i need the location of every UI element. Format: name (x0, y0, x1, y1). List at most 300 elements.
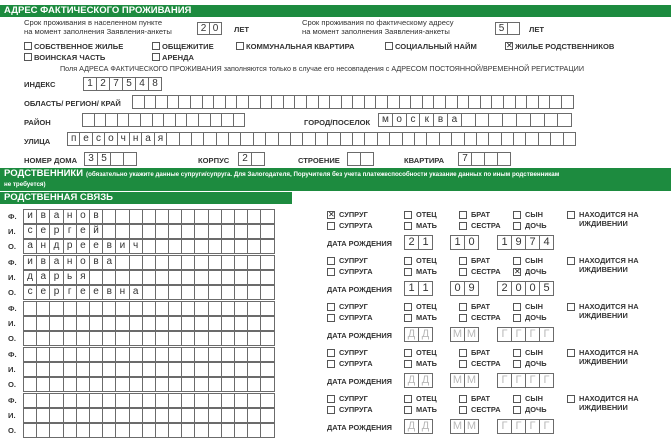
fio-f-field-cell[interactable]: н (63, 209, 77, 224)
street-field-cell[interactable]: я (154, 132, 167, 146)
flat-field-cell[interactable] (484, 152, 498, 166)
fio-f-field-cell[interactable] (23, 393, 37, 408)
fio-o-field-cell[interactable] (142, 423, 156, 438)
fio-o-field-cell[interactable] (221, 377, 235, 392)
fio-f-field-cell[interactable] (115, 347, 129, 362)
fio-i-field-cell[interactable] (221, 316, 235, 331)
birth-day-field-cell[interactable]: Д (404, 327, 419, 342)
fio-f-field-cell[interactable] (89, 347, 103, 362)
fio-i-field-cell[interactable] (194, 362, 208, 377)
fio-f-field-cell[interactable] (142, 301, 156, 316)
street-field-cell[interactable]: е (79, 132, 92, 146)
fio-o-field-cell[interactable]: г (63, 285, 77, 300)
fio-o-field-cell[interactable] (102, 377, 116, 392)
fio-i-field-cell[interactable] (208, 224, 222, 239)
birth-year-field-cell[interactable]: Г (497, 327, 512, 342)
stay-address-years-cell[interactable] (507, 22, 520, 35)
fio-f-field-cell[interactable]: в (89, 209, 103, 224)
relation-spouse-m-checkbox[interactable]: ✕ (328, 210, 335, 219)
fio-i-field-cell[interactable] (260, 316, 274, 331)
fio-f-field-cell[interactable] (260, 393, 274, 408)
fio-f-field-cell[interactable] (63, 393, 77, 408)
fio-o-field-cell[interactable] (221, 331, 235, 346)
fio-i-field-cell[interactable] (234, 316, 248, 331)
index-field-cell[interactable]: 7 (109, 77, 123, 91)
fio-i-field-cell[interactable] (247, 270, 261, 285)
fio-o-field-cell[interactable] (194, 239, 208, 254)
fio-i-field-cell[interactable]: е (36, 224, 50, 239)
fio-f-field-cell[interactable] (247, 255, 261, 270)
fio-f-field-cell[interactable] (142, 255, 156, 270)
fio-o-field-cell[interactable] (234, 285, 248, 300)
relation-son-checkbox[interactable] (513, 211, 521, 219)
fio-i-field-cell[interactable] (260, 408, 274, 423)
fio-f-field-cell[interactable] (221, 347, 235, 362)
fio-o-field-cell[interactable] (142, 331, 156, 346)
fio-f-field-cell[interactable] (155, 393, 169, 408)
birth-year-field-cell[interactable]: 0 (511, 281, 526, 296)
fio-o-field-cell[interactable] (115, 331, 129, 346)
fio-f-field-cell[interactable]: в (36, 255, 50, 270)
fio-f-field-cell[interactable] (102, 301, 116, 316)
fio-o-field-cell[interactable]: е (89, 239, 103, 254)
relation-spouse-m-checkbox[interactable] (327, 257, 335, 265)
fio-f-field-cell[interactable] (76, 393, 90, 408)
relation-son-checkbox[interactable] (513, 303, 521, 311)
district-field-cell[interactable] (233, 113, 246, 127)
fio-i-field-cell[interactable] (89, 408, 103, 423)
fio-f-field-cell[interactable]: и (23, 209, 37, 224)
fio-f-field-cell[interactable] (115, 301, 129, 316)
fio-f-field-cell[interactable]: и (23, 255, 37, 270)
fio-o-field-cell[interactable] (247, 377, 261, 392)
fio-f-field-cell[interactable] (102, 347, 116, 362)
street-field-cell[interactable] (228, 132, 241, 146)
birth-year-field-cell[interactable]: Г (539, 327, 554, 342)
fio-i-field-cell[interactable] (194, 224, 208, 239)
street-field-cell[interactable]: а (141, 132, 154, 146)
street-field-cell[interactable] (550, 132, 563, 146)
fio-f-field-cell[interactable]: а (49, 209, 63, 224)
fio-o-field-cell[interactable] (49, 331, 63, 346)
fio-o-field-cell[interactable] (102, 331, 116, 346)
fio-o-field-cell[interactable]: а (129, 285, 143, 300)
street-field-cell[interactable] (525, 132, 538, 146)
birth-year-field-cell[interactable]: Г (497, 373, 512, 388)
street-field-cell[interactable]: н (129, 132, 142, 146)
fio-f-field-cell[interactable] (89, 301, 103, 316)
region-field-cell[interactable] (561, 95, 574, 109)
street-field-cell[interactable] (240, 132, 253, 146)
street-field-cell[interactable] (265, 132, 278, 146)
relation-mother-checkbox[interactable] (404, 406, 412, 414)
fio-o-field-cell[interactable] (168, 423, 182, 438)
relation-sister-checkbox[interactable] (459, 360, 467, 368)
fio-o-field-cell[interactable] (260, 377, 274, 392)
fio-f-field-cell[interactable] (194, 301, 208, 316)
stay-city-years-cell[interactable]: 0 (209, 22, 222, 35)
flat-field-cell[interactable] (497, 152, 511, 166)
fio-i-field-cell[interactable] (102, 270, 116, 285)
fio-o-field-cell[interactable] (129, 377, 143, 392)
fio-o-field-cell[interactable] (260, 239, 274, 254)
relation-daughter-checkbox[interactable] (513, 314, 521, 322)
fio-i-field-cell[interactable] (23, 362, 37, 377)
fio-o-field-cell[interactable] (142, 239, 156, 254)
fio-o-field-cell[interactable]: ч (129, 239, 143, 254)
fio-f-field-cell[interactable] (208, 209, 222, 224)
relation-son-checkbox[interactable] (513, 349, 521, 357)
street-field-cell[interactable] (253, 132, 266, 146)
city-field-cell[interactable]: а (447, 113, 462, 127)
relation-sister-checkbox[interactable] (459, 314, 467, 322)
fio-f-field-cell[interactable] (234, 209, 248, 224)
fio-o-field-cell[interactable] (168, 285, 182, 300)
fio-o-field-cell[interactable]: е (89, 285, 103, 300)
relation-mother-checkbox[interactable] (404, 268, 412, 276)
fio-o-field-cell[interactable] (36, 377, 50, 392)
fio-f-field-cell[interactable] (49, 347, 63, 362)
fio-f-field-cell[interactable] (181, 301, 195, 316)
fio-i-field-cell[interactable] (63, 408, 77, 423)
fio-i-field-cell[interactable] (208, 270, 222, 285)
relation-sister-checkbox[interactable] (459, 268, 467, 276)
fio-f-field-cell[interactable] (63, 347, 77, 362)
fio-f-field-cell[interactable] (247, 209, 261, 224)
dependent-checkbox[interactable] (567, 303, 575, 311)
relation-spouse-m-checkbox[interactable] (327, 349, 335, 357)
fio-o-field-cell[interactable]: е (76, 239, 90, 254)
fio-o-field-cell[interactable] (115, 423, 129, 438)
fio-i-field-cell[interactable] (221, 270, 235, 285)
fio-o-field-cell[interactable] (76, 423, 90, 438)
relation-spouse-f-checkbox[interactable] (327, 406, 335, 414)
birth-year-field-cell[interactable]: 4 (539, 235, 554, 250)
fio-i-field-cell[interactable] (115, 362, 129, 377)
housing-checkbox[interactable] (24, 53, 32, 61)
fio-f-field-cell[interactable]: а (102, 255, 116, 270)
fio-i-field-cell[interactable] (49, 362, 63, 377)
relation-brother-checkbox[interactable] (459, 257, 467, 265)
dependent-checkbox[interactable] (567, 395, 575, 403)
relation-father-checkbox[interactable] (404, 303, 412, 311)
birth-year-field-cell[interactable]: Г (539, 373, 554, 388)
fio-f-field-cell[interactable] (168, 255, 182, 270)
fio-f-field-cell[interactable] (194, 209, 208, 224)
fio-o-field-cell[interactable] (234, 423, 248, 438)
fio-i-field-cell[interactable] (234, 224, 248, 239)
street-field-cell[interactable] (389, 132, 402, 146)
fio-f-field-cell[interactable] (208, 347, 222, 362)
stay-address-years-cell[interactable]: 5 (495, 22, 508, 35)
street-field-cell[interactable] (501, 132, 514, 146)
relation-spouse-m-checkbox[interactable] (327, 395, 335, 403)
street-field-cell[interactable]: с (92, 132, 105, 146)
fio-o-field-cell[interactable]: с (23, 285, 37, 300)
fio-f-field-cell[interactable] (36, 393, 50, 408)
fio-f-field-cell[interactable] (181, 347, 195, 362)
fio-i-field-cell[interactable] (142, 362, 156, 377)
fio-i-field-cell[interactable] (129, 408, 143, 423)
fio-f-field-cell[interactable] (260, 255, 274, 270)
fio-i-field-cell[interactable] (155, 270, 169, 285)
relation-brother-checkbox[interactable] (459, 395, 467, 403)
fio-i-field-cell[interactable] (115, 224, 129, 239)
birth-month-field-cell[interactable]: 0 (464, 235, 479, 250)
fio-o-field-cell[interactable] (208, 377, 222, 392)
fio-f-field-cell[interactable] (115, 393, 129, 408)
fio-f-field-cell[interactable] (76, 301, 90, 316)
fio-f-field-cell[interactable]: о (76, 255, 90, 270)
birth-day-field-cell[interactable]: Д (404, 373, 419, 388)
fio-i-field-cell[interactable] (194, 270, 208, 285)
fio-i-field-cell[interactable] (102, 316, 116, 331)
fio-i-field-cell[interactable] (221, 362, 235, 377)
fio-o-field-cell[interactable] (208, 239, 222, 254)
relation-son-checkbox[interactable] (513, 395, 521, 403)
fio-f-field-cell[interactable] (155, 347, 169, 362)
fio-f-field-cell[interactable] (102, 209, 116, 224)
fio-f-field-cell[interactable] (49, 393, 63, 408)
fio-o-field-cell[interactable] (208, 423, 222, 438)
fio-i-field-cell[interactable] (234, 362, 248, 377)
fio-f-field-cell[interactable] (181, 209, 195, 224)
birth-year-field-cell[interactable]: 0 (525, 281, 540, 296)
fio-o-field-cell[interactable] (168, 331, 182, 346)
street-field-cell[interactable] (278, 132, 291, 146)
fio-o-field-cell[interactable]: р (63, 239, 77, 254)
fio-i-field-cell[interactable] (142, 408, 156, 423)
fio-i-field-cell[interactable] (36, 316, 50, 331)
fio-f-field-cell[interactable] (194, 393, 208, 408)
fio-o-field-cell[interactable] (194, 285, 208, 300)
fio-f-field-cell[interactable]: в (36, 209, 50, 224)
fio-i-field-cell[interactable] (142, 316, 156, 331)
dependent-checkbox[interactable] (567, 211, 575, 219)
birth-month-field-cell[interactable]: М (464, 419, 479, 434)
fio-f-field-cell[interactable] (36, 301, 50, 316)
fio-i-field-cell[interactable] (221, 408, 235, 423)
fio-i-field-cell[interactable] (89, 316, 103, 331)
relation-mother-checkbox[interactable] (404, 314, 412, 322)
birth-year-field-cell[interactable]: Г (539, 419, 554, 434)
fio-i-field-cell[interactable]: а (36, 270, 50, 285)
street-field-cell[interactable] (513, 132, 526, 146)
fio-i-field-cell[interactable] (115, 408, 129, 423)
street-field-cell[interactable] (451, 132, 464, 146)
fio-o-field-cell[interactable] (155, 377, 169, 392)
fio-i-field-cell[interactable] (181, 408, 195, 423)
fio-f-field-cell[interactable] (155, 301, 169, 316)
relation-spouse-f-checkbox[interactable] (327, 222, 335, 230)
fio-i-field-cell[interactable] (76, 408, 90, 423)
fio-f-field-cell[interactable] (168, 393, 182, 408)
fio-o-field-cell[interactable] (221, 285, 235, 300)
fio-f-field-cell[interactable] (168, 347, 182, 362)
fio-o-field-cell[interactable] (181, 285, 195, 300)
fio-o-field-cell[interactable]: д (49, 239, 63, 254)
fio-f-field-cell[interactable] (181, 393, 195, 408)
city-field-cell[interactable] (461, 113, 476, 127)
birth-year-field-cell[interactable]: 7 (525, 235, 540, 250)
fio-i-field-cell[interactable] (76, 316, 90, 331)
fio-f-field-cell[interactable]: о (76, 209, 90, 224)
street-field-cell[interactable] (216, 132, 229, 146)
fio-i-field-cell[interactable] (115, 270, 129, 285)
street-field-cell[interactable] (414, 132, 427, 146)
fio-i-field-cell[interactable]: е (76, 224, 90, 239)
birth-month-field-cell[interactable]: М (450, 419, 465, 434)
street-field-cell[interactable] (377, 132, 390, 146)
fio-i-field-cell[interactable]: р (49, 270, 63, 285)
fio-i-field-cell[interactable] (260, 362, 274, 377)
fio-o-field-cell[interactable]: в (102, 285, 116, 300)
fio-o-field-cell[interactable] (36, 423, 50, 438)
street-field-cell[interactable] (315, 132, 328, 146)
fio-i-field-cell[interactable] (23, 316, 37, 331)
city-field-cell[interactable] (475, 113, 490, 127)
housing-checkbox[interactable] (385, 42, 393, 50)
birth-day-field-cell[interactable]: Д (418, 373, 433, 388)
fio-o-field-cell[interactable] (142, 285, 156, 300)
fio-i-field-cell[interactable]: я (76, 270, 90, 285)
index-field-cell[interactable]: 5 (122, 77, 136, 91)
fio-f-field-cell[interactable] (23, 347, 37, 362)
street-field-cell[interactable] (488, 132, 501, 146)
fio-i-field-cell[interactable] (208, 408, 222, 423)
fio-o-field-cell[interactable]: н (36, 239, 50, 254)
birth-year-field-cell[interactable]: Г (525, 419, 540, 434)
fio-f-field-cell[interactable]: в (89, 255, 103, 270)
flat-field-cell[interactable] (471, 152, 485, 166)
fio-f-field-cell[interactable] (221, 301, 235, 316)
dependent-checkbox[interactable] (567, 349, 575, 357)
relation-brother-checkbox[interactable] (459, 349, 467, 357)
fio-f-field-cell[interactable] (129, 347, 143, 362)
fio-f-field-cell[interactable] (168, 301, 182, 316)
fio-i-field-cell[interactable] (129, 270, 143, 285)
fio-f-field-cell[interactable] (208, 301, 222, 316)
fio-f-field-cell[interactable] (129, 393, 143, 408)
fio-o-field-cell[interactable] (181, 239, 195, 254)
street-field-cell[interactable] (179, 132, 192, 146)
fio-f-field-cell[interactable] (234, 347, 248, 362)
street-field-cell[interactable] (166, 132, 179, 146)
fio-i-field-cell[interactable] (221, 224, 235, 239)
street-field-cell[interactable] (203, 132, 216, 146)
birth-month-field-cell[interactable]: М (450, 373, 465, 388)
street-field-cell[interactable]: ч (117, 132, 130, 146)
fio-i-field-cell[interactable] (155, 362, 169, 377)
birth-day-field-cell[interactable]: Д (404, 419, 419, 434)
street-field-cell[interactable] (426, 132, 439, 146)
fio-o-field-cell[interactable]: а (23, 239, 37, 254)
fio-o-field-cell[interactable]: и (115, 239, 129, 254)
fio-o-field-cell[interactable]: р (49, 285, 63, 300)
city-field-cell[interactable]: с (406, 113, 421, 127)
fio-o-field-cell[interactable]: е (76, 285, 90, 300)
street-field-cell[interactable]: о (104, 132, 117, 146)
fio-i-field-cell[interactable] (49, 316, 63, 331)
house-field-cell[interactable]: 3 (84, 152, 98, 166)
relation-father-checkbox[interactable] (404, 211, 412, 219)
fio-f-field-cell[interactable] (234, 255, 248, 270)
fio-o-field-cell[interactable] (129, 331, 143, 346)
fio-i-field-cell[interactable] (168, 270, 182, 285)
fio-f-field-cell[interactable] (129, 209, 143, 224)
fio-o-field-cell[interactable] (168, 377, 182, 392)
house-field-cell[interactable] (110, 152, 124, 166)
fio-i-field-cell[interactable] (247, 316, 261, 331)
fio-i-field-cell[interactable]: р (49, 224, 63, 239)
fio-f-field-cell[interactable] (234, 301, 248, 316)
fio-f-field-cell[interactable] (247, 347, 261, 362)
city-field-cell[interactable] (557, 113, 572, 127)
house-field-cell[interactable] (123, 152, 137, 166)
street-field-cell[interactable]: п (67, 132, 80, 146)
index-field-cell[interactable]: 2 (96, 77, 110, 91)
fio-f-field-cell[interactable] (234, 393, 248, 408)
fio-o-field-cell[interactable] (115, 377, 129, 392)
housing-checkbox[interactable] (152, 53, 160, 61)
fio-i-field-cell[interactable] (155, 408, 169, 423)
fio-o-field-cell[interactable] (155, 423, 169, 438)
street-field-cell[interactable] (290, 132, 303, 146)
fio-o-field-cell[interactable] (247, 285, 261, 300)
fio-i-field-cell[interactable] (102, 408, 116, 423)
birth-year-field-cell[interactable]: Г (497, 419, 512, 434)
korpus-field-cell[interactable]: 2 (238, 152, 252, 166)
street-field-cell[interactable] (191, 132, 204, 146)
fio-i-field-cell[interactable] (49, 408, 63, 423)
fio-o-field-cell[interactable] (234, 331, 248, 346)
fio-i-field-cell[interactable] (181, 224, 195, 239)
fio-f-field-cell[interactable] (115, 255, 129, 270)
building-field-cell[interactable] (360, 152, 374, 166)
fio-o-field-cell[interactable] (89, 377, 103, 392)
fio-o-field-cell[interactable] (76, 331, 90, 346)
city-field-cell[interactable] (488, 113, 503, 127)
city-field-cell[interactable] (530, 113, 545, 127)
fio-i-field-cell[interactable]: г (63, 224, 77, 239)
fio-o-field-cell[interactable] (49, 377, 63, 392)
fio-f-field-cell[interactable] (260, 347, 274, 362)
birth-year-field-cell[interactable]: 9 (511, 235, 526, 250)
birth-day-field-cell[interactable]: Д (418, 419, 433, 434)
birth-day-field-cell[interactable]: 1 (418, 281, 433, 296)
fio-f-field-cell[interactable] (247, 301, 261, 316)
fio-f-field-cell[interactable] (155, 255, 169, 270)
fio-f-field-cell[interactable] (49, 301, 63, 316)
relation-father-checkbox[interactable] (404, 257, 412, 265)
fio-o-field-cell[interactable] (208, 331, 222, 346)
housing-checkbox[interactable] (236, 42, 244, 50)
fio-i-field-cell[interactable] (142, 270, 156, 285)
fio-f-field-cell[interactable] (194, 255, 208, 270)
street-field-cell[interactable] (464, 132, 477, 146)
relation-mother-checkbox[interactable] (404, 360, 412, 368)
fio-o-field-cell[interactable] (208, 285, 222, 300)
fio-i-field-cell[interactable] (247, 362, 261, 377)
fio-i-field-cell[interactable] (115, 316, 129, 331)
fio-i-field-cell[interactable] (234, 408, 248, 423)
street-field-cell[interactable] (327, 132, 340, 146)
street-field-cell[interactable] (364, 132, 377, 146)
relation-brother-checkbox[interactable] (459, 211, 467, 219)
fio-i-field-cell[interactable] (168, 362, 182, 377)
fio-o-field-cell[interactable] (247, 423, 261, 438)
fio-i-field-cell[interactable] (168, 224, 182, 239)
